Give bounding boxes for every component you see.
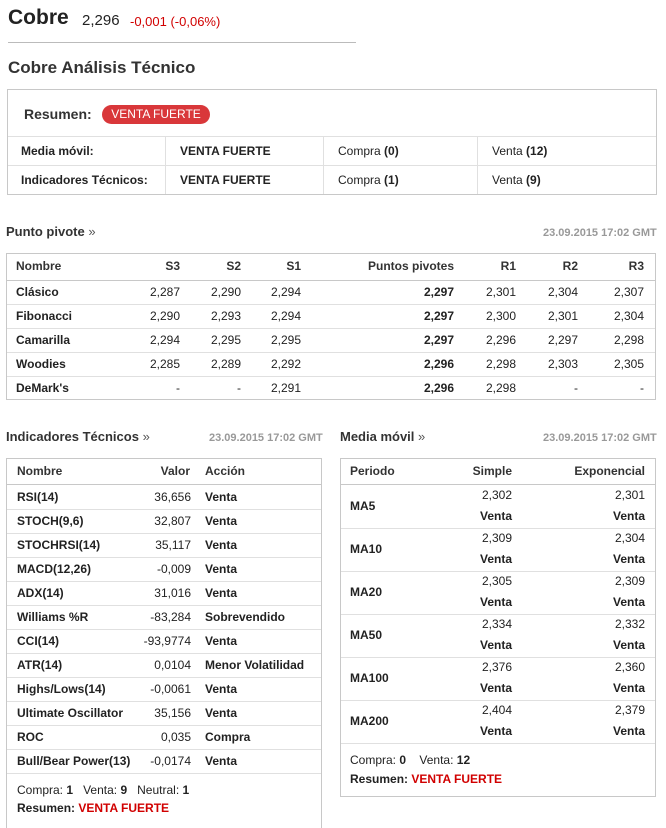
pivot-more-link[interactable]: » — [88, 224, 96, 239]
pivot-header-r3: R3 — [628, 259, 644, 273]
indicator-value: 36,656 — [154, 490, 191, 504]
ma-header-exp: Exponencial — [574, 464, 645, 478]
ma-period: MA10 — [350, 542, 383, 556]
ma-summary: Resumen: VENTA FUERTE — [350, 772, 503, 786]
ma-more-link[interactable]: » — [418, 429, 426, 444]
indicator-name: STOCHRSI(14) — [17, 538, 101, 552]
indicators-more-link[interactable]: » — [142, 429, 150, 444]
summary-divider — [8, 165, 656, 166]
indicator-value: -0,0061 — [150, 682, 191, 696]
ma-date: 23.09.2015 17:02 GMT — [543, 432, 657, 444]
pivot-s2: 2,293 — [210, 309, 241, 323]
ma-exp-action: Venta — [612, 681, 645, 695]
summary-col-divider — [165, 137, 166, 194]
indicator-name: MACD(12,26) — [17, 562, 92, 576]
pivot-pp: 2,296 — [423, 357, 454, 371]
pivot-r3: 2,305 — [613, 357, 644, 371]
indicator-action: Sobrevendido — [205, 610, 286, 624]
pivot-s3: 2,294 — [149, 333, 180, 347]
pivot-s1: 2,292 — [270, 357, 301, 371]
pivot-r2: 2,304 — [547, 285, 578, 299]
ma-exp-value: 2,304 — [614, 531, 645, 545]
instrument-change: -0,001 (-0,06%) — [130, 14, 221, 29]
indicator-action: Venta — [205, 538, 238, 552]
ma-exp-action: Venta — [612, 509, 645, 523]
pivot-pp: 2,296 — [423, 381, 454, 395]
summary-row-label: Media móvil: — [21, 144, 94, 158]
pivot-r3: 2,307 — [613, 285, 644, 299]
indicators-header-value: Valor — [160, 464, 190, 478]
summary-col-divider — [477, 137, 478, 194]
ma-simple-action: Venta — [479, 724, 512, 738]
row-divider — [7, 725, 321, 726]
pivot-pp: 2,297 — [423, 285, 454, 299]
indicator-name: RSI(14) — [17, 490, 59, 504]
summary-row-buy: Compra (0) — [338, 144, 399, 158]
indicator-name: ATR(14) — [17, 658, 63, 672]
pivot-r1: 2,296 — [485, 333, 516, 347]
pivot-name: Fibonacci — [16, 309, 73, 323]
pivot-date: 23.09.2015 17:02 GMT — [543, 227, 657, 239]
summary-row-buy: Compra (1) — [338, 173, 399, 187]
ma-simple-action: Venta — [479, 595, 512, 609]
summary-badge: VENTA FUERTE — [102, 105, 210, 124]
indicators-title[interactable]: Indicadores Técnicos » — [6, 429, 150, 444]
pivot-header-s3: S3 — [165, 259, 180, 273]
indicators-header-action: Acción — [205, 464, 246, 478]
row-divider — [7, 557, 321, 558]
pivot-r2: - — [574, 381, 578, 395]
ma-exp-value: 2,332 — [614, 617, 645, 631]
row-divider — [341, 743, 655, 744]
ma-simple-value: 2,302 — [481, 488, 512, 502]
ma-simple-value: 2,376 — [481, 660, 512, 674]
pivot-r2: 2,301 — [547, 309, 578, 323]
ma-exp-value: 2,301 — [614, 488, 645, 502]
indicator-action: Venta — [205, 706, 238, 720]
ma-simple-value: 2,305 — [481, 574, 512, 588]
ma-exp-value: 2,309 — [614, 574, 645, 588]
indicator-value: -0,0174 — [150, 754, 191, 768]
ma-period: MA100 — [350, 671, 389, 685]
summary-label: Resumen: — [24, 106, 92, 122]
summary-col-divider — [323, 137, 324, 194]
pivot-s1: 2,291 — [270, 381, 301, 395]
ma-period: MA5 — [350, 499, 376, 513]
pivot-s1: 2,294 — [270, 309, 301, 323]
ma-period: MA50 — [350, 628, 383, 642]
row-divider — [7, 509, 321, 510]
indicator-action: Venta — [205, 490, 238, 504]
ma-exp-action: Venta — [612, 724, 645, 738]
indicator-action: Venta — [205, 634, 238, 648]
indicator-name: STOCH(9,6) — [17, 514, 84, 528]
header-divider — [8, 42, 356, 43]
ma-exp-value: 2,379 — [614, 703, 645, 717]
pivot-s2: 2,289 — [210, 357, 241, 371]
ma-simple-action: Venta — [479, 681, 512, 695]
pivot-s3: 2,287 — [149, 285, 180, 299]
pivot-r1: 2,298 — [485, 381, 516, 395]
summary-row-sell: Venta (9) — [492, 173, 541, 187]
ma-exp-action: Venta — [612, 552, 645, 566]
indicator-action: Venta — [205, 514, 238, 528]
row-divider — [7, 581, 321, 582]
pivot-name: Camarilla — [16, 333, 71, 347]
indicator-value: -0,009 — [156, 562, 191, 576]
pivot-name: Woodies — [16, 357, 66, 371]
indicator-action: Venta — [205, 586, 238, 600]
pivot-r3: 2,304 — [613, 309, 644, 323]
pivot-pp: 2,297 — [423, 333, 454, 347]
indicator-action: Venta — [205, 562, 238, 576]
indicators-header-divider — [7, 484, 321, 485]
indicator-value: 32,807 — [154, 514, 191, 528]
indicator-name: Bull/Bear Power(13) — [17, 754, 131, 768]
pivot-r3: 2,298 — [613, 333, 644, 347]
pivot-r1: 2,300 — [485, 309, 516, 323]
pivot-header-s2: S2 — [226, 259, 241, 273]
pivot-header-r2: R2 — [562, 259, 578, 273]
pivot-r3: - — [640, 381, 644, 395]
summary-row-sell: Venta (12) — [492, 144, 548, 158]
row-divider — [7, 605, 321, 606]
pivot-name: Clásico — [16, 285, 59, 299]
pivot-header-r1: R1 — [500, 259, 516, 273]
pivot-s1: 2,294 — [270, 285, 301, 299]
pivot-pp: 2,297 — [423, 309, 454, 323]
page-title: Cobre Análisis Técnico — [8, 58, 196, 77]
instrument-price: 2,296 — [82, 12, 120, 29]
pivot-header-name: Nombre — [16, 259, 62, 273]
summary-row-signal: VENTA FUERTE — [180, 173, 271, 187]
row-divider — [7, 773, 321, 774]
ma-simple-action: Venta — [479, 552, 512, 566]
pivot-s2: - — [237, 381, 241, 395]
indicator-action: Venta — [205, 754, 238, 768]
row-divider — [341, 571, 655, 572]
ma-simple-value: 2,334 — [481, 617, 512, 631]
ma-header-simple: Simple — [472, 464, 512, 478]
pivot-s3: 2,285 — [149, 357, 180, 371]
ma-simple-action: Venta — [479, 509, 512, 523]
row-divider — [341, 528, 655, 529]
row-divider — [341, 700, 655, 701]
pivot-title[interactable]: Punto pivote » — [6, 224, 96, 239]
ma-exp-action: Venta — [612, 595, 645, 609]
pivot-s2: 2,295 — [210, 333, 241, 347]
row-divider — [7, 629, 321, 630]
indicators-header-name: Nombre — [17, 464, 63, 478]
pivot-r2: 2,303 — [547, 357, 578, 371]
indicator-value: -93,9774 — [143, 634, 191, 648]
summary-row-label: Indicadores Técnicos: — [21, 173, 148, 187]
ma-period: MA200 — [350, 714, 389, 728]
indicator-action: Menor Volatilidad — [205, 658, 305, 672]
indicator-value: 31,016 — [154, 586, 191, 600]
indicator-action: Venta — [205, 682, 238, 696]
pivot-header-pp: Puntos pivotes — [367, 259, 454, 273]
indicator-value: -83,284 — [150, 610, 191, 624]
summary-divider — [8, 136, 656, 137]
pivot-s1: 2,295 — [270, 333, 301, 347]
indicator-value: 35,117 — [155, 538, 191, 552]
indicator-name: CCI(14) — [17, 634, 60, 648]
indicator-action: Compra — [205, 730, 251, 744]
indicators-date: 23.09.2015 17:02 GMT — [209, 432, 323, 444]
ma-exp-action: Venta — [612, 638, 645, 652]
summary-row-signal: VENTA FUERTE — [180, 144, 271, 158]
ma-header-divider — [341, 484, 655, 485]
pivot-s2: 2,290 — [210, 285, 241, 299]
ma-simple-value: 2,309 — [481, 531, 512, 545]
indicator-name: Williams %R — [17, 610, 89, 624]
row-divider — [7, 701, 321, 702]
ma-title[interactable]: Media móvil » — [340, 429, 426, 444]
indicator-value: 35,156 — [154, 706, 191, 720]
row-divider — [7, 533, 321, 534]
ma-header-period: Periodo — [350, 464, 395, 478]
pivot-header-s1: S1 — [286, 259, 301, 273]
indicator-name: Ultimate Oscillator — [17, 706, 124, 720]
pivot-name: DeMark's — [16, 381, 69, 395]
indicator-name: ADX(14) — [17, 586, 64, 600]
pivot-r2: 2,297 — [547, 333, 578, 347]
pivot-r1: 2,298 — [485, 357, 516, 371]
ma-counts: Compra: 0 Venta: 12 — [350, 753, 471, 767]
row-divider — [341, 614, 655, 615]
row-divider — [7, 677, 321, 678]
pivot-s3: 2,290 — [149, 309, 180, 323]
ma-simple-action: Venta — [479, 638, 512, 652]
indicator-value: 0,0104 — [154, 658, 191, 672]
ma-exp-value: 2,360 — [614, 660, 645, 674]
ma-period: MA20 — [350, 585, 383, 599]
row-divider — [7, 653, 321, 654]
indicators-counts: Compra: 1 Venta: 9 Neutral: 1 — [17, 783, 190, 797]
indicator-value: 0,035 — [160, 730, 191, 744]
ma-simple-value: 2,404 — [481, 703, 512, 717]
indicator-name: ROC — [17, 730, 44, 744]
indicator-name: Highs/Lows(14) — [17, 682, 106, 696]
row-divider — [341, 657, 655, 658]
row-divider — [7, 749, 321, 750]
indicators-summary: Resumen: VENTA FUERTE — [17, 801, 170, 815]
pivot-s3: - — [176, 381, 180, 395]
instrument-title: Cobre — [8, 6, 69, 29]
pivot-r1: 2,301 — [485, 285, 516, 299]
